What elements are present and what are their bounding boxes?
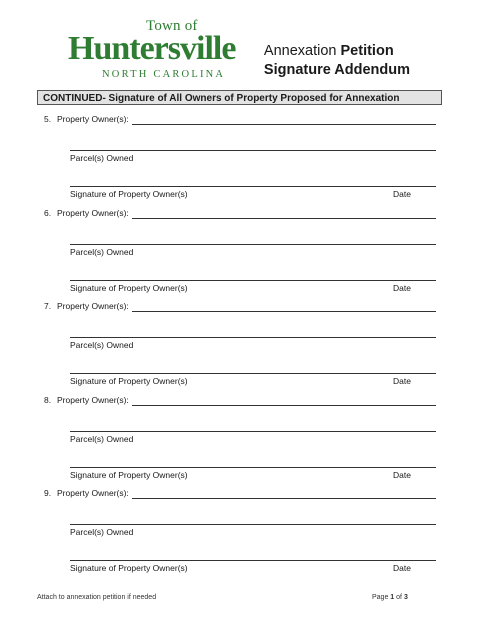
section-header: CONTINUED- Signature of All Owners of Property Proposed for Annexation: [37, 90, 442, 105]
parcels-owned-label: Parcel(s) Owned: [70, 340, 134, 350]
date-label: Date: [393, 563, 411, 573]
signature-field[interactable]: [70, 280, 436, 281]
property-owner-field[interactable]: [132, 405, 436, 406]
parcels-owned-field[interactable]: [70, 150, 436, 151]
title-annexation: Annexation: [263, 43, 341, 59]
town-logo: [64, 18, 260, 86]
page-number: [372, 594, 408, 601]
parcels-owned-label: Parcel(s) Owned: [70, 153, 134, 163]
date-label: Date: [393, 189, 411, 199]
entry-number: 6.: [44, 208, 52, 218]
entry-number: 5.: [44, 114, 52, 124]
property-owner-label: Property Owner(s):: [57, 488, 129, 498]
property-owner-field[interactable]: [132, 311, 436, 312]
page-of: of: [394, 594, 404, 601]
signature-label: Signature of Property Owner(s): [70, 189, 188, 199]
date-label: Date: [393, 470, 411, 480]
parcels-owned-label: Parcel(s) Owned: [70, 527, 134, 537]
signature-field[interactable]: [70, 467, 436, 468]
date-label: Date: [393, 376, 411, 386]
property-owner-label: Property Owner(s):: [57, 301, 129, 311]
footer-note: Attach to annexation petition if needed: [37, 594, 157, 601]
property-owner-field[interactable]: [132, 498, 436, 499]
parcels-owned-field[interactable]: [70, 244, 436, 245]
parcels-owned-label: Parcel(s) Owned: [70, 434, 134, 444]
parcels-owned-field[interactable]: [70, 524, 436, 525]
entry-number: 9.: [44, 488, 52, 498]
title-petition: Petition: [340, 43, 394, 59]
page-current: 1: [390, 594, 395, 601]
logo-state: NORTH CAROLINA: [102, 69, 226, 80]
parcels-owned-label: Parcel(s) Owned: [70, 247, 134, 257]
parcels-owned-field[interactable]: [70, 431, 436, 432]
signature-field[interactable]: [70, 186, 436, 187]
title-line-2: Signature Addendum: [263, 62, 410, 78]
page-prefix: Page: [372, 594, 391, 601]
date-label: Date: [393, 283, 411, 293]
entry-number: 8.: [44, 395, 52, 405]
signature-label: Signature of Property Owner(s): [70, 470, 188, 480]
property-owner-field[interactable]: [132, 124, 436, 125]
signature-label: Signature of Property Owner(s): [70, 563, 188, 573]
property-owner-label: Property Owner(s):: [57, 395, 129, 405]
logo-town-of: Town of: [146, 18, 198, 34]
property-owner-label: Property Owner(s):: [57, 114, 129, 124]
signature-label: Signature of Property Owner(s): [70, 283, 188, 293]
signature-label: Signature of Property Owner(s): [70, 376, 188, 386]
entry-number: 7.: [44, 301, 52, 311]
document-title: [264, 42, 410, 80]
logo-town-name: Huntersville: [68, 30, 236, 67]
title-line-1: [264, 42, 410, 61]
parcels-owned-field[interactable]: [70, 337, 436, 338]
signature-field[interactable]: [70, 373, 436, 374]
page-total: 3: [403, 594, 408, 601]
signature-field[interactable]: [70, 560, 436, 561]
property-owner-label: Property Owner(s):: [57, 208, 129, 218]
property-owner-field[interactable]: [132, 218, 436, 219]
